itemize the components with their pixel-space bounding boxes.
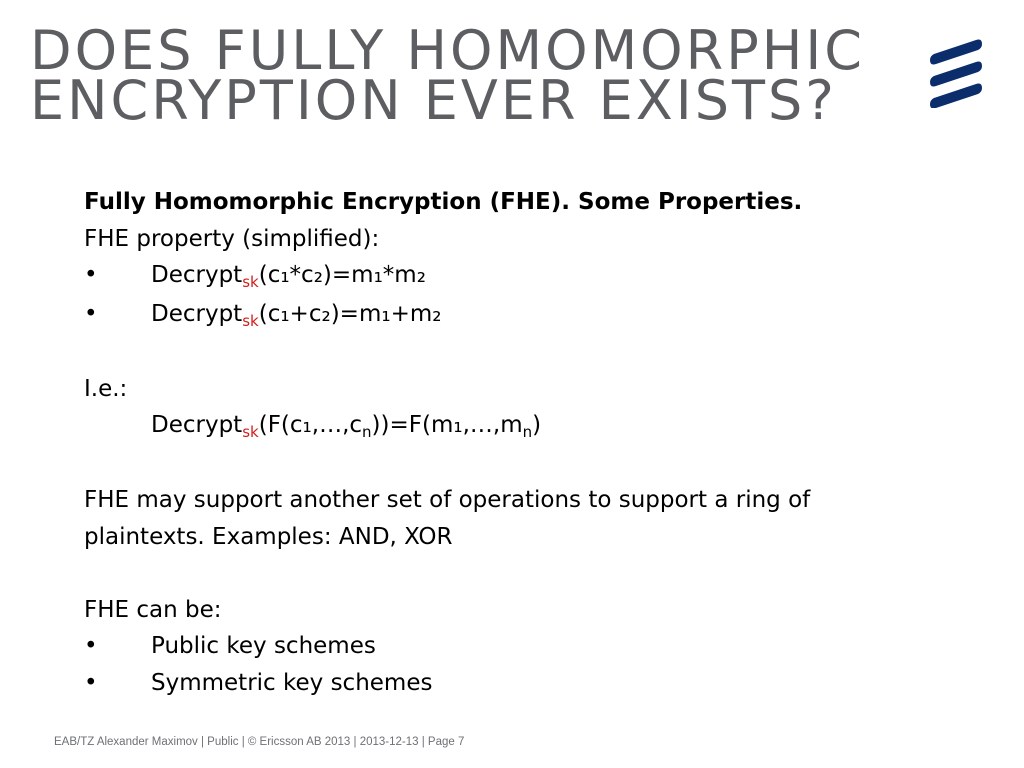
body-heading: Fully Homomorphic Encryption (FHE). Some Properties. (84, 189, 803, 215)
can-be-label: FHE can be: (84, 596, 222, 623)
secret-key-subscript: sk (242, 423, 259, 441)
spacer (84, 555, 964, 592)
bullet-icon: • (84, 633, 98, 659)
scheme-label: Public key schemes (151, 633, 376, 659)
ie-label: I.e.: (84, 375, 128, 402)
slide-title-line-2: ENCRYPTION EVER EXISTS? (30, 69, 837, 132)
formula-part: ))=F(m₁,…,m (371, 412, 523, 438)
decrypt-fn: Decrypt (151, 300, 243, 327)
secret-key-subscript: sk (242, 311, 259, 330)
property-intro: FHE property (simplified): (84, 225, 380, 252)
subscript-n: n (362, 423, 372, 441)
spacer (84, 334, 964, 371)
scheme-item-2 (84, 665, 964, 702)
general-formula (84, 407, 964, 446)
formula-part: (F(c₁,…,c (258, 412, 363, 438)
decrypt-fn: Decrypt (151, 412, 243, 438)
subscript-n: n (522, 423, 533, 441)
bullet-icon: • (84, 300, 98, 327)
ring-paragraph: FHE may support another set of operations to support a ring of plaintexts. Examples: AND, XOR (84, 487, 811, 550)
spacer (84, 446, 964, 483)
property-item-1 (84, 257, 964, 296)
slide-body (84, 184, 964, 701)
decrypt-fn: Decrypt (151, 262, 243, 288)
bullet-icon: • (84, 262, 98, 288)
bullet-icon: • (84, 669, 98, 696)
property-formula: (c₁*c₂)=m₁*m₂ (258, 262, 426, 288)
ericsson-logo-icon (928, 36, 984, 108)
slide-title-line-1: DOES FULLY HOMOMORPHIC (30, 19, 865, 82)
formula-part: ) (532, 412, 542, 438)
slide-title (30, 19, 930, 132)
slide-footer: EAB/TZ Alexander Maximov | Public | © Ericsson AB 2013 | 2013-12-13 | Page 7 (54, 736, 465, 748)
property-formula: (c₁+c₂)=m₁+m₂ (258, 300, 442, 327)
scheme-label: Symmetric key schemes (151, 669, 433, 696)
scheme-item-1 (84, 628, 964, 665)
property-item-2 (84, 296, 964, 335)
secret-key-subscript: sk (242, 273, 259, 291)
